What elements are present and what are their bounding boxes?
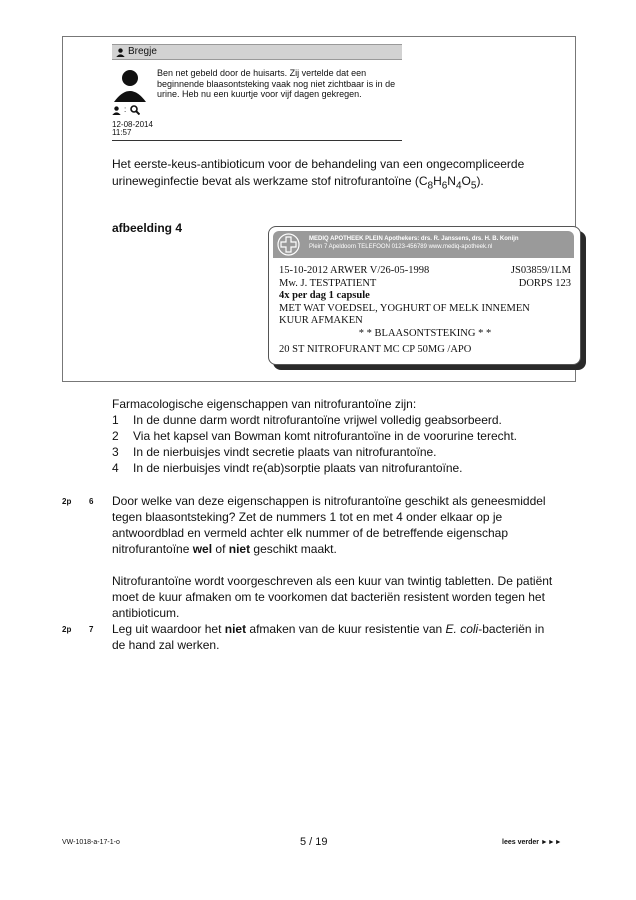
- intro-paragraph: Het eerste-keus-antibioticum voor de behandeling van een ongecompliceerde urineweginfectie bevat als werkzame stof nitrofurantoïne $(C_8H_6N_4O_5)$.: [112, 157, 525, 192]
- label-line-product: 20 ST NITROFURANT MC CP 50MG /APO: [279, 344, 472, 355]
- avatar-icon: [112, 66, 148, 102]
- question-6-points: 2p: [62, 497, 72, 506]
- properties-section: [112, 396, 572, 476]
- icon-separator: :: [124, 105, 127, 114]
- post-timestamp: [112, 121, 172, 137]
- figure-label: afbeelding 4: [112, 221, 183, 235]
- footer-page-number: 5 / 19: [300, 836, 328, 848]
- question-7-points: 2p: [62, 625, 72, 634]
- post-username: Bregje: [128, 46, 157, 57]
- list-item: 2 Via het kapsel van Bowman komt nitrofurantoïne in de voorurine terecht.: [112, 429, 517, 443]
- chemical-formula: $C_8H_6N_4O_5$: [418, 174, 477, 192]
- pharmacy-header: [273, 231, 574, 258]
- search-icon[interactable]: [130, 105, 140, 115]
- list-item: 1 In de dunne darm wordt nitrofurantoïne vrijwel volledig geabsorbeerd.: [112, 413, 502, 427]
- footer-code: VW-1018-a-17-1-o: [62, 839, 120, 846]
- post-time: 11:57: [112, 128, 132, 137]
- intro-text: Het eerste-keus-antibioticum voor de behandeling van een ongecompliceerde urineweginfectie bevat als werkzame stof nitrofurantoïne (: [112, 157, 525, 188]
- footer-next: lees verder ►►►: [502, 839, 562, 846]
- question-7-text: Leg uit waardoor het niet afmaken van de kuur resistentie van E. coli-bacteriën in de hand zal werken.: [112, 622, 545, 652]
- label-line-dosage: 4x per dag 1 capsule: [279, 290, 370, 301]
- post-actions: [112, 105, 152, 117]
- label-line-patient: Mw. J. TESTPATIENT DORPS 123: [279, 277, 571, 289]
- profile-icon[interactable]: [112, 106, 121, 115]
- pharmacy-cross-logo: [277, 233, 300, 256]
- list-item: 3 In de nierbuisjes vindt secretie plaats van nitrofurantoïne.: [112, 445, 437, 459]
- pharmacy-label: [268, 226, 581, 365]
- list-item: 4 In de nierbuisjes vindt re(ab)sorptie plaats van nitrofurantoïne.: [112, 461, 463, 475]
- pharmacy-label-body: [279, 265, 571, 357]
- question-7-number: 7: [89, 625, 94, 634]
- question-7-context: Nitrofurantoïne wordt voorgeschreven als een kuur van twintig tabletten. De patiënt moet de kuur afmaken om te voorkomen dat bacteriën resistent worden tegen het antibioticum.: [112, 574, 553, 620]
- user-icon: [116, 48, 125, 57]
- properties-intro: Farmacologische eigenschappen van nitrofurantoïne zijn:: [112, 397, 417, 411]
- forum-post: [112, 44, 402, 142]
- pharmacy-header-text: MEDIQ APOTHEEK PLEIN Apothekers: drs. R. Janssens, drs. H. B. Konijn Plein 7 Apeldoorn TELEFOON 0123-456789 www.mediq-apotheek.nl: [309, 236, 519, 250]
- question-6-text: Door welke van deze eigenschappen is nitrofurantoïne geschikt als geneesmiddel tegen blaasontsteking? Zet de nummers 1 tot en met 4 onder elkaar op je antwoordblad en vermeld achter elk nummer of de betreffende eigenschap nitrofurantoïne wel of niet geschikt maakt.: [112, 494, 546, 556]
- label-line-indication: * * BLAASONTSTEKING * *: [358, 327, 492, 339]
- post-header: [112, 44, 402, 60]
- post-text: Ben net gebeld door de huisarts. Zij vertelde dat een beginnende blaasontsteking vaak nog niet zichtbaar is in de urine. Heb nu een kuurtje voor vijf dagen gekregen.: [157, 68, 396, 99]
- post-date: 12-08-2014: [112, 120, 153, 129]
- label-line-instruction: MET WAT VOEDSEL, YOGHURT OF MELK INNEMEN: [279, 302, 530, 314]
- label-line-date: 15-10-2012 ARWER V/26-05-1998 JS03859/1LM: [279, 265, 571, 276]
- post-divider: [112, 140, 402, 141]
- label-line-finish: KUUR AFMAKEN: [279, 315, 363, 326]
- question-6-number: 6: [89, 497, 94, 506]
